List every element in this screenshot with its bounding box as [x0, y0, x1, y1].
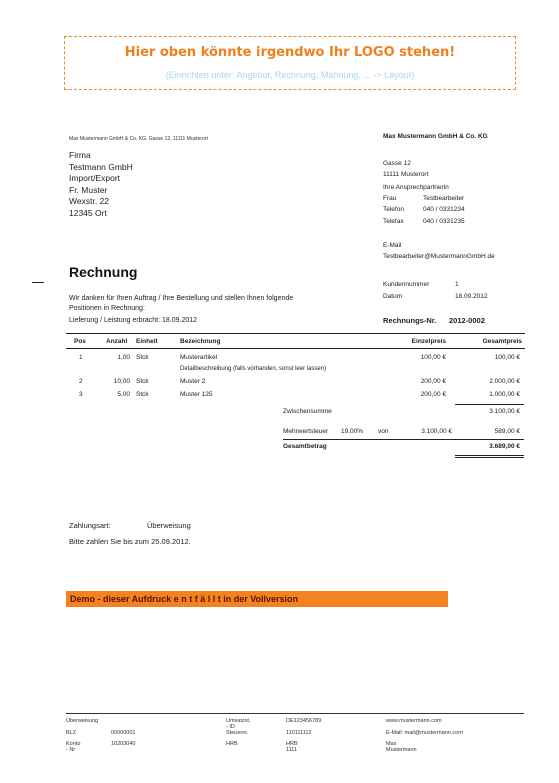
delivery-note: Lieferung / Leistung erbracht: 18.09.2012 — [69, 317, 198, 324]
footer-label: Überweisung — [66, 718, 99, 724]
demo-banner-text: Demo - dieser Aufdruck e n t f ä l l t in der Vollversion — [70, 594, 299, 604]
phone-label: Telefon — [383, 206, 404, 213]
recipient-line: Firma — [69, 150, 91, 160]
customer-number: 1 — [455, 281, 459, 288]
row-qty: 10,00 — [113, 378, 130, 385]
vat-base: 3.100,00 € — [421, 428, 452, 435]
row-price: 200,00 € — [420, 391, 446, 398]
row-unit: Stck — [136, 378, 149, 385]
sender-line: Max Mustermann GmbH & Co. KG, Gasse 12, 11111 Musterort — [69, 136, 208, 142]
company-city: 11111 Musterort — [383, 171, 429, 178]
vat-label: Mehrwertsteuer — [283, 428, 329, 435]
vat-rate: 19,00% — [341, 428, 364, 435]
header-pos: Pos — [74, 338, 86, 345]
footer-label: Konto - Nr — [66, 741, 81, 753]
date-label: Datum — [383, 293, 403, 300]
payment-method: Überweisung — [147, 521, 191, 530]
company-street: Gasse 12 — [383, 160, 411, 167]
subtotal-value: 3.100,00 € — [489, 408, 520, 415]
table-top-rule — [66, 333, 525, 334]
row-qty: 1,00 — [117, 354, 130, 361]
recipient-line: 12345 Ort — [69, 207, 107, 218]
header-description: Bezeichnung — [180, 338, 221, 345]
header-unit: Einheit — [136, 338, 158, 345]
footer-owner: Max Mustermann — [386, 741, 417, 753]
row-pos: 3 — [79, 391, 83, 398]
total-rule-1 — [455, 455, 524, 456]
total-label: Gesamtbetrag — [283, 443, 327, 450]
fax-value: 040 / 0331235 — [423, 218, 465, 225]
total-value: 3.689,00 € — [489, 443, 520, 450]
invoice-number: 2012-0002 — [449, 316, 485, 325]
contact-name: Testbearbeiter — [423, 195, 465, 202]
total-rule-2 — [455, 457, 524, 458]
company-info — [383, 133, 495, 260]
footer-value: DE123456789 — [286, 718, 322, 724]
footer-value: 110111112 — [286, 730, 312, 736]
payment-note: Bitte zahlen Sie bis zum 25.09.2012. — [69, 537, 191, 546]
row-pos: 2 — [79, 378, 83, 385]
row-note: Detailbeschreibung (falls vorhanden, sonst leer lassen) — [180, 366, 327, 372]
row-total: 1.000,00 € — [489, 391, 520, 398]
vat-rule — [283, 439, 524, 440]
table-header-rule — [66, 348, 525, 349]
email-value: Testbearbeiter@MustermannGmbH.de — [383, 253, 495, 260]
footer-value: HRB 1111 — [286, 741, 298, 753]
footer-label: BLZ — [66, 730, 77, 736]
recipient-line: Fr. Muster — [69, 184, 108, 195]
payment-label: Zahlungsart: — [69, 521, 111, 530]
document-title: Rechnung — [69, 264, 138, 280]
recipient-line: Wexstr. 22 — [69, 196, 109, 206]
row-unit: Stck — [136, 354, 149, 361]
row-qty: 5,00 — [117, 391, 130, 398]
customer-number-label: Kundennummer — [383, 281, 430, 288]
fax-label: Telefax — [383, 218, 404, 225]
row-total: 2.000,00 € — [489, 378, 520, 385]
footer-email: E-Mail: mail@mustermann.com — [386, 730, 463, 736]
subtotal-label: Zwischensumme — [283, 408, 332, 415]
header-qty: Anzahl — [106, 338, 128, 345]
vat-from: von — [378, 428, 389, 435]
invoice-number-label: Rechnungs-Nr. — [383, 316, 437, 325]
row-unit: Stck — [136, 391, 149, 398]
footer-rule — [66, 713, 524, 714]
footer-label: HRB — [226, 741, 238, 747]
logo-subtitle: (Einrichten unter: Angebot, Rechnung, Mahnung, ... -> Layout) — [165, 70, 415, 80]
footer-website: www.mustermann.com — [386, 718, 442, 724]
intro-line: Positionen in Rechnung: — [69, 305, 145, 312]
recipient-line: Import/Export — [69, 173, 121, 183]
subtotal-rule — [455, 404, 524, 405]
footer-value: 00000001 — [111, 730, 136, 736]
invoice-date: 18.09.2012 — [455, 293, 488, 300]
row-desc: Musterartikel — [180, 354, 218, 361]
row-price: 100,00 € — [420, 354, 446, 361]
row-total: 100,00 € — [494, 354, 520, 361]
row-pos: 1 — [79, 354, 83, 361]
email-label: E-Mail — [383, 242, 402, 249]
contact-label: Ihre Ansprechpartnerin — [383, 184, 449, 191]
header-total-price: Gesamtpreis — [482, 338, 522, 345]
footer-label: Umsatzst. - ID — [226, 718, 251, 730]
header-unit-price: Einzelpreis — [411, 338, 446, 345]
row-desc: Muster 2 — [180, 378, 206, 385]
phone-value: 040 / 0331234 — [423, 206, 465, 213]
contact-salutation: Frau — [383, 195, 397, 202]
row-price: 200,00 € — [420, 378, 446, 385]
recipient-line: Testmann GmbH — [69, 161, 133, 172]
vat-amount: 589,00 € — [494, 428, 520, 435]
footer-value: 10203040 — [111, 741, 136, 747]
fold-mark — [32, 282, 44, 283]
company-name: Max Mustermann GmbH & Co. KG — [383, 133, 488, 140]
intro-line: Wir danken für Ihren Auftrag / Ihre Bestellung und stellen Ihnen folgende — [69, 295, 294, 302]
logo-placeholder — [64, 36, 516, 90]
footer-label: Steuernr. — [226, 730, 249, 736]
row-desc: Muster 125 — [180, 391, 213, 398]
demo-banner — [66, 591, 448, 607]
recipient-address — [69, 150, 133, 219]
logo-title: Hier oben könnte irgendwo Ihr LOGO stehen! — [124, 45, 456, 60]
